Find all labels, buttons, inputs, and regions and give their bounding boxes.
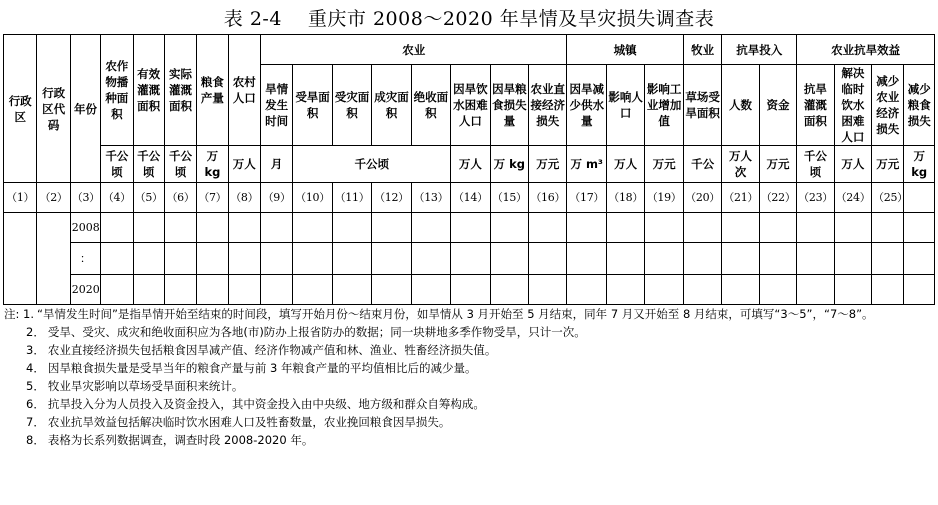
unit-row <box>4 146 935 183</box>
seq-cell: （22） <box>759 183 796 213</box>
header-drought-area: 受旱面积 <box>293 65 332 146</box>
header-affected-population: 影响人口 <box>606 65 644 146</box>
seq-cell: （24） <box>834 183 871 213</box>
year-cell: 2008 <box>70 213 100 243</box>
seq-cell: （23） <box>797 183 834 213</box>
unit-cell: 万元 <box>872 146 904 183</box>
unit-cell: 万元 <box>529 146 567 183</box>
year-cell: ： <box>70 243 100 275</box>
note-2: 2． 受旱、受灾、成灾和绝收面积应为各地(市)防办上报省防办的数据；同一块耕地多季作物受旱，只计一次。 <box>26 325 586 339</box>
unit-cell: 万元 <box>759 146 796 183</box>
unit-cell: 万 kg <box>490 146 528 183</box>
seq-cell: （21） <box>722 183 759 213</box>
header-irrigation-area: 抗旱灌溉面积 <box>797 65 834 146</box>
header-industrial-value-impact: 影响工业增加值 <box>645 65 683 146</box>
unit-cell: 万 kg <box>197 146 228 183</box>
table-number: 表 2-4 <box>223 8 282 30</box>
header-econ-loss-reduced: 减少农业经济损失 <box>872 65 904 146</box>
header-region-code: 行政区代码 <box>37 35 70 183</box>
unit-cell: 千公顷 <box>101 146 133 183</box>
unit-cell: 千公顷 <box>293 146 451 183</box>
seq-cell: （15） <box>490 183 528 213</box>
seq-cell: （4） <box>101 183 133 213</box>
seq-cell: （16） <box>529 183 567 213</box>
group-agriculture: 农业 <box>260 35 567 65</box>
header-funds: 资金 <box>759 65 796 146</box>
seq-cell: （19） <box>645 183 683 213</box>
header-water-supply-reduction: 因旱减少供水量 <box>567 65 606 146</box>
group-urban: 城镇 <box>567 35 683 65</box>
group-investment: 抗旱投入 <box>722 35 797 65</box>
survey-table <box>3 34 935 305</box>
year-cell: 2020 <box>70 275 100 305</box>
header-drinking-solved: 解决临时饮水困难人口 <box>834 65 871 146</box>
header-crop-failure-area: 绝收面积 <box>411 65 450 146</box>
unit-cell: 千公顷 <box>797 146 834 183</box>
unit-cell: 万人 <box>834 146 871 183</box>
header-personnel: 人数 <box>722 65 759 146</box>
seq-cell: （8） <box>228 183 260 213</box>
note-6: 6． 抗旱投入分为人员投入及资金投入，其中资金投入由中央级、地方级和群众自筹构成。 <box>26 397 485 411</box>
seq-cell: （18） <box>606 183 644 213</box>
seq-cell: （9） <box>260 183 292 213</box>
table-row <box>4 275 935 305</box>
seq-cell: （17） <box>567 183 606 213</box>
unit-cell: 万人 <box>228 146 260 183</box>
group-livestock: 牧业 <box>683 35 721 65</box>
seq-cell: （11） <box>332 183 371 213</box>
seq-cell: （14） <box>451 183 490 213</box>
unit-cell: 千公 <box>683 146 721 183</box>
seq-cell: （5） <box>133 183 164 213</box>
seq-cell: （7） <box>197 183 228 213</box>
unit-cell: 千公顷 <box>133 146 164 183</box>
table-row <box>4 243 935 275</box>
seq-cell: （25） <box>872 183 904 213</box>
table-title <box>0 4 938 31</box>
unit-cell: 万人 <box>606 146 644 183</box>
unit-cell: 万元 <box>645 146 683 183</box>
note-5: 5． 牧业旱灾影响以草场受旱面积来统计。 <box>26 379 244 393</box>
note-4: 4． 因旱粮食损失量是受旱当年的粮食产量与前 3 年粮食产量的平均值相比后的减少量。 <box>26 361 477 375</box>
region-code-cell[interactable] <box>37 213 70 305</box>
header-grain-output: 粮食产量 <box>197 35 228 146</box>
table-title-text: 重庆市 2008～2020 年旱情及旱灾损失调查表 <box>307 8 715 30</box>
header-drought-time: 旱情发生时间 <box>260 65 292 146</box>
seq-cell: （6） <box>164 183 196 213</box>
header-drinking-difficulty: 因旱饮水困难人口 <box>451 65 490 146</box>
seq-cell: （3） <box>70 183 100 213</box>
seq-cell: （1） <box>4 183 37 213</box>
seq-cell: （13） <box>411 183 450 213</box>
unit-cell: 万 kg <box>904 146 935 183</box>
header-grain-loss-reduced: 减少粮食损失 <box>904 65 935 146</box>
unit-cell: 万 m³ <box>567 146 606 183</box>
note-8: 8． 表格为长系列数据调查，调查时段 2008-2020 年。 <box>26 433 314 447</box>
survey-table-container <box>3 34 935 305</box>
note-1: 注: 1. “旱情发生时间”是指旱情开始至结束的时间段，填写开始月份～结束月份，如旱情从 3 月开始至 5 月结束，同年 7 月又开始至 8 月结束，可填写“3～5”，“7～8”。 <box>4 307 874 321</box>
unit-cell: 万人 <box>451 146 490 183</box>
group-benefit: 农业抗旱效益 <box>797 35 935 65</box>
header-grassland-drought-area: 草场受旱面积 <box>683 65 721 146</box>
note-7: 7． 农业抗旱效益包括解决临时饮水困难人口及牲畜数量，农业挽回粮食因旱损失。 <box>26 415 451 429</box>
header-year: 年份 <box>70 35 100 183</box>
region-cell[interactable] <box>4 213 37 305</box>
note-3: 3． 农业直接经济损失包括粮食因旱减产值、经济作物减产值和林、渔业、牲畜经济损失值。 <box>26 343 497 357</box>
seq-cell: （2） <box>37 183 70 213</box>
table-notes <box>4 305 934 449</box>
seq-cell: （12） <box>372 183 411 213</box>
unit-cell: 千公顷 <box>164 146 196 183</box>
seq-cell <box>904 183 935 213</box>
header-direct-economic-loss: 农业直接经济损失 <box>529 65 567 146</box>
unit-cell: 万人次 <box>722 146 759 183</box>
seq-cell: （10） <box>293 183 332 213</box>
header-effective-irrigation: 有效灌溉面积 <box>133 35 164 146</box>
header-actual-irrigation: 实际灌溉面积 <box>164 35 196 146</box>
header-disaster-area: 成灾面积 <box>372 65 411 146</box>
unit-cell: 月 <box>260 146 292 183</box>
sequence-row <box>4 183 935 213</box>
seq-cell: （20） <box>683 183 721 213</box>
header-grain-loss: 因旱粮食损失量 <box>490 65 528 146</box>
header-rural-population: 农村人口 <box>228 35 260 146</box>
header-region: 行政区 <box>4 35 37 183</box>
header-affected-area: 受灾面积 <box>332 65 371 146</box>
header-sown-area: 农作物播种面积 <box>101 35 133 146</box>
group-header-row <box>4 35 935 65</box>
table-row <box>4 213 935 243</box>
